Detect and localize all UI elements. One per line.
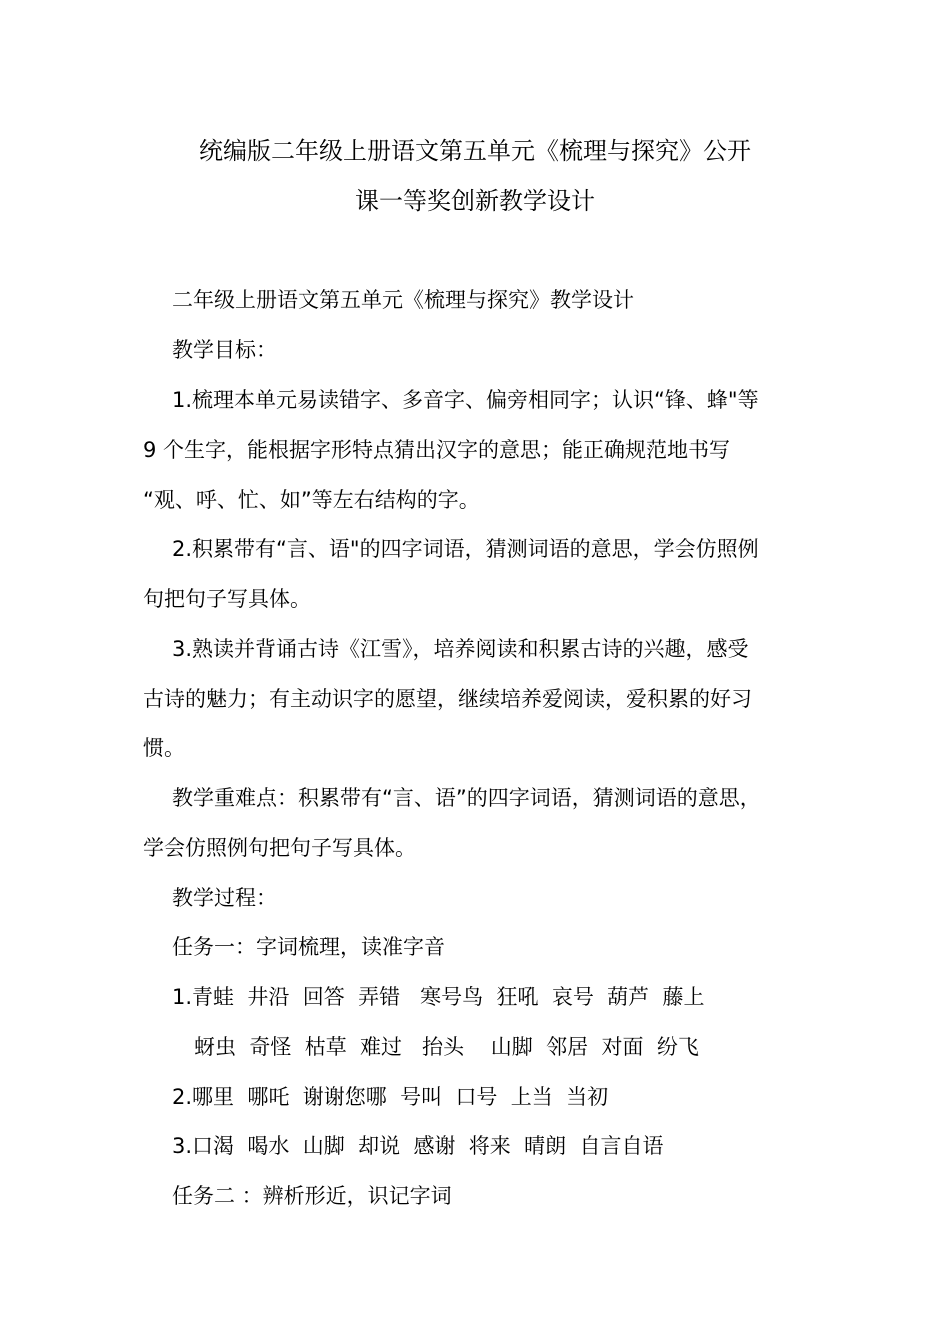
process-heading: 教学过程： (172, 886, 277, 910)
subtitle: 二年级上册语文第五单元《梳理与探究》教学设计 (172, 288, 634, 312)
word-list-3: 3.口渴 喝水 山脚 却说 感谢 将来 晴朗 自言自语 (172, 1134, 664, 1158)
objective-2-line-1: 2.积累带有“言、语"的四字词语，猜测词语的意思，学会仿照例 (172, 537, 759, 561)
key-points-line-1: 教学重难点：积累带有“言、语”的四字词语，猜测词语的意思， (172, 786, 761, 810)
key-points-line-2: 学会仿照例句把句子写具体。 (143, 836, 416, 860)
document-title-line-2: 课一等奖创新教学设计 (355, 187, 595, 215)
task-1-heading: 任务一：字词梳理，读准字音 (172, 935, 445, 959)
objectives-heading: 教学目标： (172, 338, 277, 362)
objective-1-line-3: “观、呼、忙、如”等左右结构的字。 (143, 488, 480, 512)
word-list-1-row-2: 蚜虫 奇怪 枯草 难过 抬头 山脚 邻居 对面 纷飞 (194, 1035, 699, 1059)
objective-3-line-1: 3.熟读并背诵古诗《江雪》，培养阅读和积累古诗的兴趣，感受 (172, 637, 749, 661)
word-list-2: 2.哪里 哪吒 谢谢您哪 号叫 口号 上当 当初 (172, 1085, 609, 1109)
word-list-1-row-1: 1.青蛙 井沿 回答 弄错 寒号鸟 狂吼 哀号 葫芦 藤上 (172, 985, 705, 1009)
objective-1-line-2: 9 个生字，能根据字形特点猜出汉字的意思；能正确规范地书写 (143, 438, 731, 462)
objective-2-line-2: 句把句子写具体。 (143, 587, 311, 611)
objective-1-line-1: 1.梳理本单元易读错字、多音字、偏旁相同字；认识“锋、蜂"等 (172, 388, 759, 412)
objective-3-line-3: 惯。 (143, 736, 185, 760)
document-title-line-1: 统编版二年级上册语文第五单元《梳理与探究》公开 (199, 137, 751, 165)
task-2-heading: 任务二 ：辨析形近，识记字词 (172, 1184, 452, 1208)
objective-3-line-2: 古诗的魅力；有主动识字的愿望，继续培养爱阅读，爱积累的好习 (143, 687, 752, 711)
